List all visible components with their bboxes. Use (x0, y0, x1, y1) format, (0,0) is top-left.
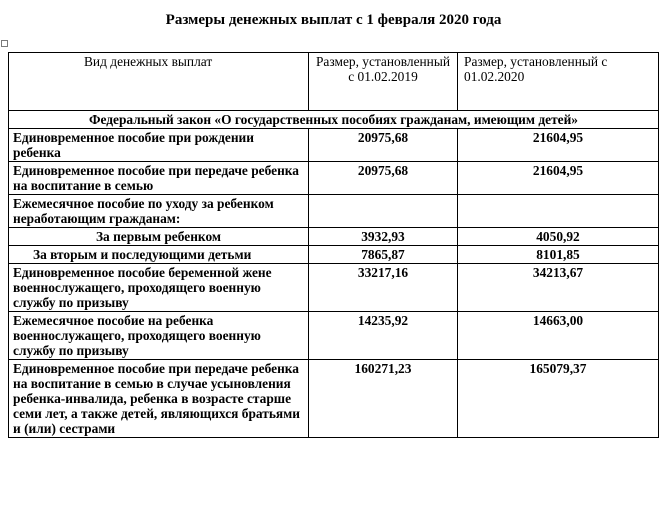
table-row (9, 264, 659, 312)
row-value-2020: 34213,67 (458, 264, 659, 312)
table-row (9, 228, 659, 246)
header-amount-2019: Размер, установленный с 01.02.2019 (309, 53, 458, 111)
table-row (9, 195, 659, 228)
row-value-2019: 14235,92 (309, 312, 458, 360)
row-label: Единовременное пособие при рождении ребенка (9, 129, 309, 162)
header-payment-type: Вид денежных выплат (9, 53, 309, 111)
row-value-2020: 21604,95 (458, 162, 659, 195)
row-label: Ежемесячное пособие на ребенка военнослужащего, проходящего военную службу по призыву (9, 312, 309, 360)
section-row (9, 111, 659, 129)
row-label: За вторым и последующими детьми (9, 246, 309, 264)
row-value-2019: 20975,68 (309, 162, 458, 195)
row-value-2019: 160271,23 (309, 360, 458, 438)
row-label: Единовременное пособие при передаче ребенка на воспитание в семью (9, 162, 309, 195)
row-value-2019: 33217,16 (309, 264, 458, 312)
table-row (9, 129, 659, 162)
row-label: Ежемесячное пособие по уходу за ребенком неработающим гражданам: (9, 195, 309, 228)
payments-table (8, 52, 659, 438)
row-value-2020: 165079,37 (458, 360, 659, 438)
row-label: Единовременное пособие беременной жене военнослужащего, проходящего военную службу по призыву (9, 264, 309, 312)
row-label: За первым ребенком (9, 228, 309, 246)
table-anchor-icon[interactable] (1, 40, 8, 47)
row-value-2019: 3932,93 (309, 228, 458, 246)
table-row (9, 360, 659, 438)
row-value-2019: 20975,68 (309, 129, 458, 162)
table-row (9, 162, 659, 195)
row-value-2020: 14663,00 (458, 312, 659, 360)
row-value-2020 (458, 195, 659, 228)
header-amount-2020: Размер, установленный с 01.02.2020 (458, 53, 659, 111)
row-value-2020: 8101,85 (458, 246, 659, 264)
row-value-2019: 7865,87 (309, 246, 458, 264)
table-header-row (9, 53, 659, 111)
row-value-2020: 4050,92 (458, 228, 659, 246)
row-value-2020: 21604,95 (458, 129, 659, 162)
table-row (9, 312, 659, 360)
page-title: Размеры денежных выплат с 1 февраля 2020 года (165, 12, 502, 28)
section-title: Федеральный закон «О государственных пособиях гражданам, имеющим детей» (9, 111, 659, 129)
table-row (9, 246, 659, 264)
row-label: Единовременное пособие при передаче ребенка на воспитание в семью в случае усыновления ребенка-инвалида, ребенка в возрасте старше семи лет, а также детей, являющихся братьями и (или) сестрами (9, 360, 309, 438)
row-value-2019 (309, 195, 458, 228)
